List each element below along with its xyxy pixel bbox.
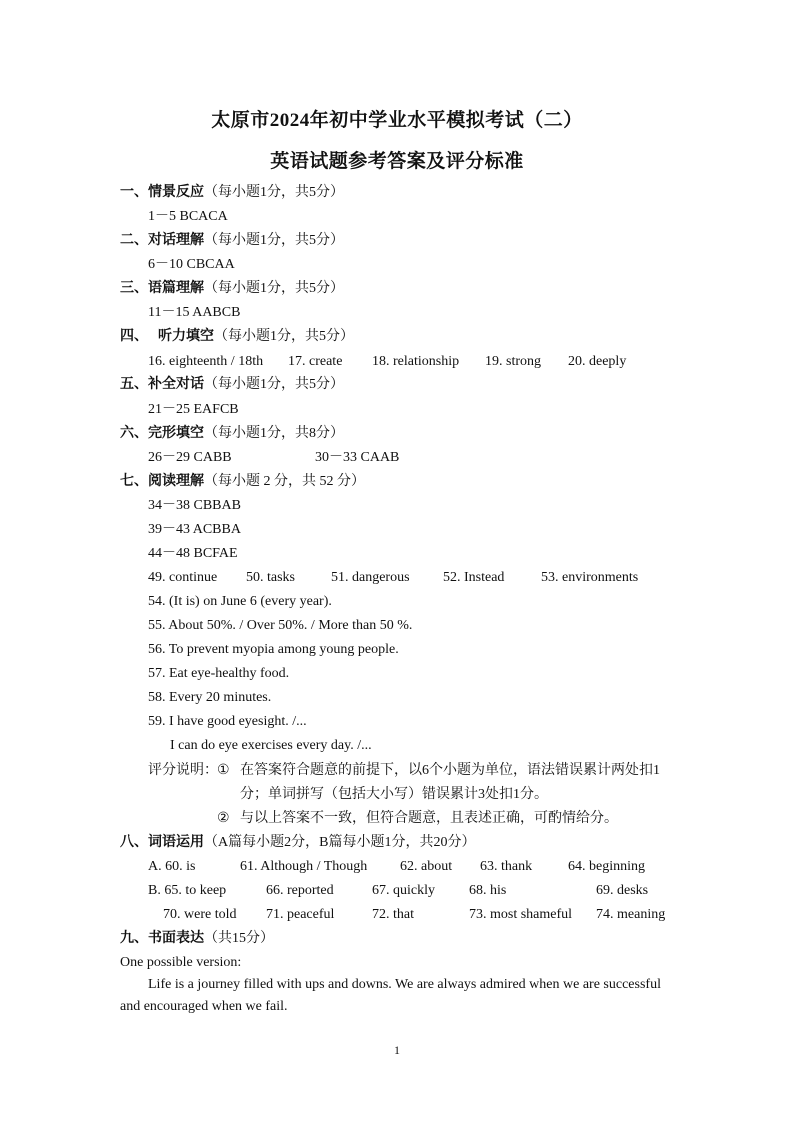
scoring-note: 分；单词拼写（包括大小写）错误累计3处扣1分。 [240, 787, 548, 802]
answer-item: 53. environments [541, 570, 639, 585]
answer-item: 68. his [469, 883, 507, 898]
section-score: （每小题1分，共5分） [214, 329, 354, 344]
answer-item: 67. quickly [372, 883, 435, 898]
answer-item: 50. tasks [246, 570, 295, 585]
answer-item: 71. peaceful [266, 907, 335, 922]
section-number: 五、 [120, 377, 148, 392]
answer-line: 1－5 BCACA [148, 209, 228, 224]
section-name: 听力填空 [158, 329, 214, 344]
section-name: 情景反应 [148, 185, 204, 200]
section-heading [120, 184, 344, 202]
section-heading [120, 930, 274, 948]
answer-item: 74. meaning [596, 907, 666, 922]
answer-item: 61. Although / Though [240, 859, 368, 874]
note-marker: ② [217, 811, 230, 826]
answer-line: 55. About 50%. / Over 50%. / More than 50 %. [148, 618, 413, 633]
answer-item: 73. most shameful [469, 907, 573, 922]
essay-intro: One possible version: [120, 955, 242, 970]
answer-item: 69. desks [596, 883, 649, 898]
scoring-note: 在答案符合题意的前提下，以6个小题为单位，语法错误累计两处扣1 [240, 763, 660, 778]
section-number: 六、 [120, 426, 148, 441]
answer-line: 21－25 EAFCB [148, 402, 239, 417]
answer-line: 59. I have good eyesight. /... [148, 714, 307, 729]
answer-item: A. 60. is [148, 859, 196, 874]
answer-line: 56. To prevent myopia among young people. [148, 642, 399, 657]
section-name: 词语运用 [148, 835, 204, 850]
answer-line: 11－15 AABCB [148, 305, 241, 320]
section-name: 完形填空 [148, 426, 204, 441]
answer-item: 30－33 CAAB [315, 450, 400, 465]
answer-item: 62. about [400, 859, 453, 874]
answer-line: 57. Eat eye-healthy food. [148, 666, 290, 681]
section-number: 九、 [120, 931, 148, 946]
answer-line: 44－48 BCFAE [148, 546, 238, 561]
section-heading [120, 280, 344, 298]
section-number: 八、 [120, 835, 148, 850]
section-number: 四、 [120, 329, 148, 344]
answer-item: 72. that [372, 907, 414, 922]
answer-item: 63. thank [480, 859, 533, 874]
section-score: （每小题1分，共5分） [204, 281, 344, 296]
section-score: （每小题 2 分，共 52 分） [204, 474, 365, 489]
section-score: （每小题1分，共5分） [204, 377, 344, 392]
answer-line: I can do eye exercises every day. /... [170, 738, 372, 753]
answer-item: 17. create [288, 354, 343, 369]
answer-line: 6－10 CBCAA [148, 257, 235, 272]
answer-item: 51. dangerous [331, 570, 410, 585]
page-number: 1 [394, 1043, 400, 1057]
section-number: 二、 [120, 233, 148, 248]
section-score: （每小题1分，共5分） [204, 185, 344, 200]
section-score: （A篇每小题2分，B篇每小题1分，共20分） [204, 835, 476, 850]
scoring-note: 与以上答案不一致，但符合题意，且表述正确，可酌情给分。 [240, 811, 618, 826]
answer-item: 20. deeply [568, 354, 627, 369]
section-heading [120, 328, 354, 346]
section-heading [120, 473, 365, 491]
answer-item: 66. reported [266, 883, 334, 898]
answer-line: 34－38 CBBAB [148, 498, 241, 513]
page-subtitle: 英语试题参考答案及评分标准 [270, 151, 524, 172]
essay-text: Life is a journey filled with ups and downs. We are always admired when we are successful [148, 977, 661, 992]
section-name: 书面表达 [148, 931, 204, 946]
section-heading [120, 425, 344, 443]
section-name: 补全对话 [148, 377, 204, 392]
answer-item: 16. eighteenth / 18th [148, 354, 264, 369]
page-title: 太原市2024年初中学业水平模拟考试（二） [211, 110, 583, 131]
section-heading [120, 232, 344, 250]
answer-item: 49. continue [148, 570, 218, 585]
scoring-notes-label: 评分说明： [148, 763, 218, 778]
section-heading [120, 376, 344, 394]
answer-item: 64. beginning [568, 859, 645, 874]
answer-line: 54. (It is) on June 6 (every year). [148, 594, 332, 609]
section-name: 语篇理解 [148, 281, 204, 296]
essay-text: and encouraged when we fail. [120, 999, 288, 1014]
section-score: （每小题1分，共5分） [204, 233, 344, 248]
section-score: （每小题1分，共8分） [204, 426, 344, 441]
section-name: 对话理解 [148, 233, 204, 248]
section-number: 七、 [120, 474, 148, 489]
answer-item: 18. relationship [372, 354, 460, 369]
answer-line: 58. Every 20 minutes. [148, 690, 272, 705]
note-marker: ① [217, 763, 230, 778]
answer-item: B. 65. to keep [148, 883, 227, 898]
answer-item: 70. were told [163, 907, 237, 922]
section-heading [120, 834, 475, 852]
section-number: 一、 [120, 185, 148, 200]
section-name: 阅读理解 [148, 474, 204, 489]
answer-line: 39－43 ACBBA [148, 522, 241, 537]
answer-item: 19. strong [485, 354, 541, 369]
section-score: （共15分） [204, 931, 274, 946]
section-number: 三、 [120, 281, 148, 296]
answer-item: 26－29 CABB [148, 450, 232, 465]
answer-item: 52. Instead [443, 570, 505, 585]
